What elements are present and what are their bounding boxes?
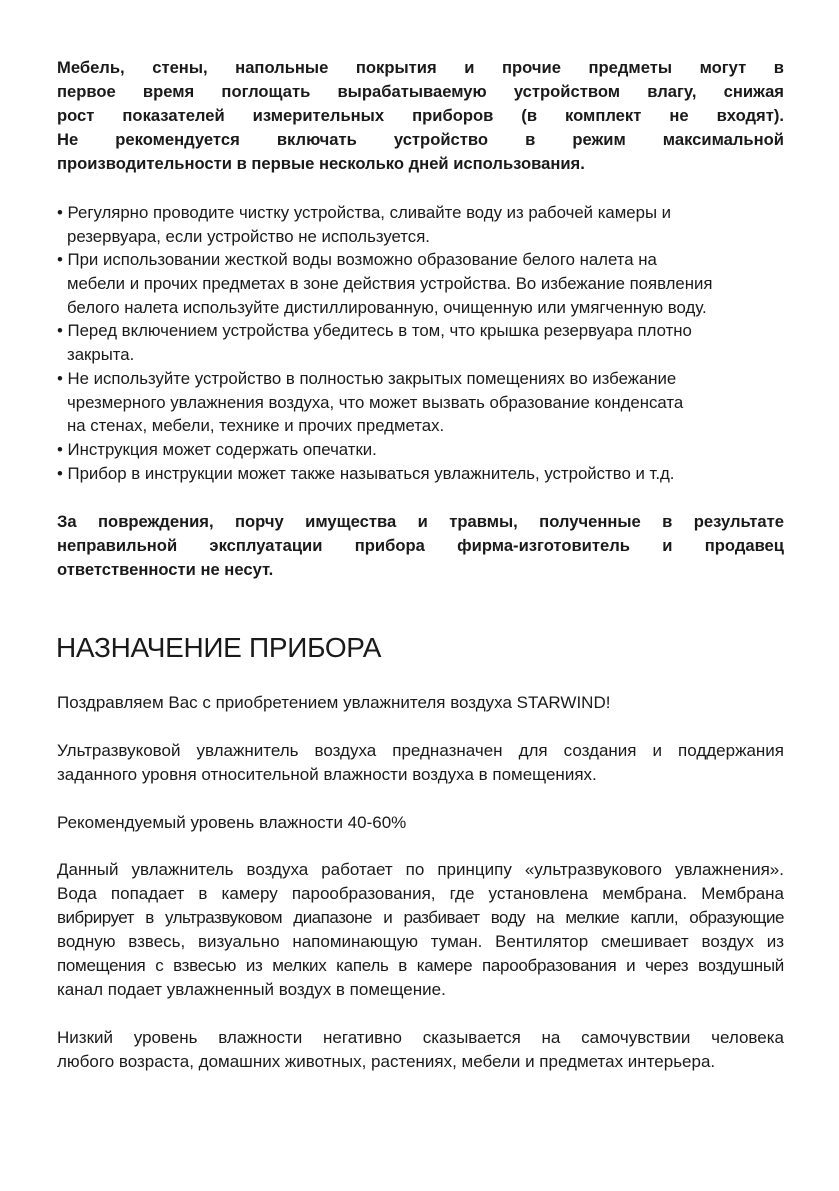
list-item-cont: закрыта.: [67, 345, 135, 365]
list-item: • Инструкция может содержать опечатки.: [57, 439, 377, 459]
list-item-cont: белого налета используйте дистиллированную, очищенную или умягченную воду.: [67, 297, 707, 317]
text-line: заданного уровня относительной влажности воздуха в помещениях.: [57, 765, 597, 784]
text-line: Вода попадает в камеру парообразования, где установлена мембрана. Мембрана: [57, 884, 784, 903]
bullet-list: [57, 201, 784, 485]
section-title: НАЗНАЧЕНИЕ ПРИБОРА: [56, 632, 382, 663]
paragraph-purpose: [57, 739, 784, 787]
list-item: • Перед включением устройства убедитесь в том, что крышка резервуара плотно: [57, 321, 692, 341]
text-line: ответственности не несут.: [57, 560, 274, 579]
text-line: водную взвесь, визуально напоминающую туман. Вентилятор смешивает воздух из: [57, 932, 784, 951]
text-line: помещения с взвесью из мелких капель в камере парообразования и через воздушный: [57, 956, 784, 975]
list-item-cont: мебели и прочих предметах в зоне действия устройства. Во избежание появления: [67, 274, 713, 294]
text-line: Не рекомендуется включать устройство в режим максимальной: [57, 130, 784, 149]
text-line: любого возраста, домашних животных, растениях, мебели и предметах интерьера.: [57, 1052, 716, 1071]
list-item: • Регулярно проводите чистку устройства, сливайте воду из рабочей камеры и: [57, 203, 672, 222]
text-line: канал подает увлажненный воздух в помещение.: [57, 980, 446, 999]
list-item: • При использовании жесткой воды возможно образование белого налета на: [57, 250, 657, 270]
list-item-cont: на стенах, мебели, технике и прочих предметах.: [67, 416, 445, 436]
text-line: неправильной эксплуатации прибора фирма-изготовитель и продавец: [57, 536, 784, 555]
text-line: Рекомендуемый уровень влажности 40-60%: [57, 813, 407, 832]
warning-paragraph-bottom: [57, 510, 784, 582]
paragraph-humidity: [57, 811, 784, 835]
paragraph-principle: [57, 858, 784, 1002]
text-line: Мебель, стены, напольные покрытия и прочие предметы могут в: [57, 58, 784, 77]
paragraph-low-humidity: [57, 1026, 784, 1074]
text-line: первое время поглощать вырабатываемую устройством влагу, снижая: [57, 82, 784, 101]
list-item-cont: чрезмерного увлажнения воздуха, что может вызвать образование конденсата: [67, 392, 684, 412]
text-line: Ультразвуковой увлажнитель воздуха предназначен для создания и поддержания: [57, 741, 784, 760]
text-line: Низкий уровень влажности негативно сказывается на самочувствии человека: [57, 1028, 784, 1047]
text-line: рост показателей измерительных приборов (в комплект не входят).: [57, 106, 784, 125]
list-item-cont: резервуара, если устройство не используется.: [67, 226, 430, 246]
paragraph-greeting: [57, 691, 784, 715]
text-line: Поздравляем Вас с приобретением увлажнителя воздуха STARWIND!: [57, 693, 611, 712]
text-line: производительности в первые несколько дней использования.: [57, 154, 585, 173]
warning-paragraph-top: [57, 56, 784, 176]
text-line: вибрирует в ультразвуковом диапазоне и разбивает воду на мелкие капли, образующие: [57, 908, 784, 927]
text-line: Данный увлажнитель воздуха работает по принципу «ультразвукового увлажнения».: [57, 860, 784, 879]
text-line: За повреждения, порчу имущества и травмы, полученные в результате: [57, 512, 784, 531]
list-item: • Прибор в инструкции может также называться увлажнитель, устройство и т.д.: [57, 463, 675, 483]
list-item: • Не используйте устройство в полностью закрытых помещениях во избежание: [57, 368, 677, 388]
